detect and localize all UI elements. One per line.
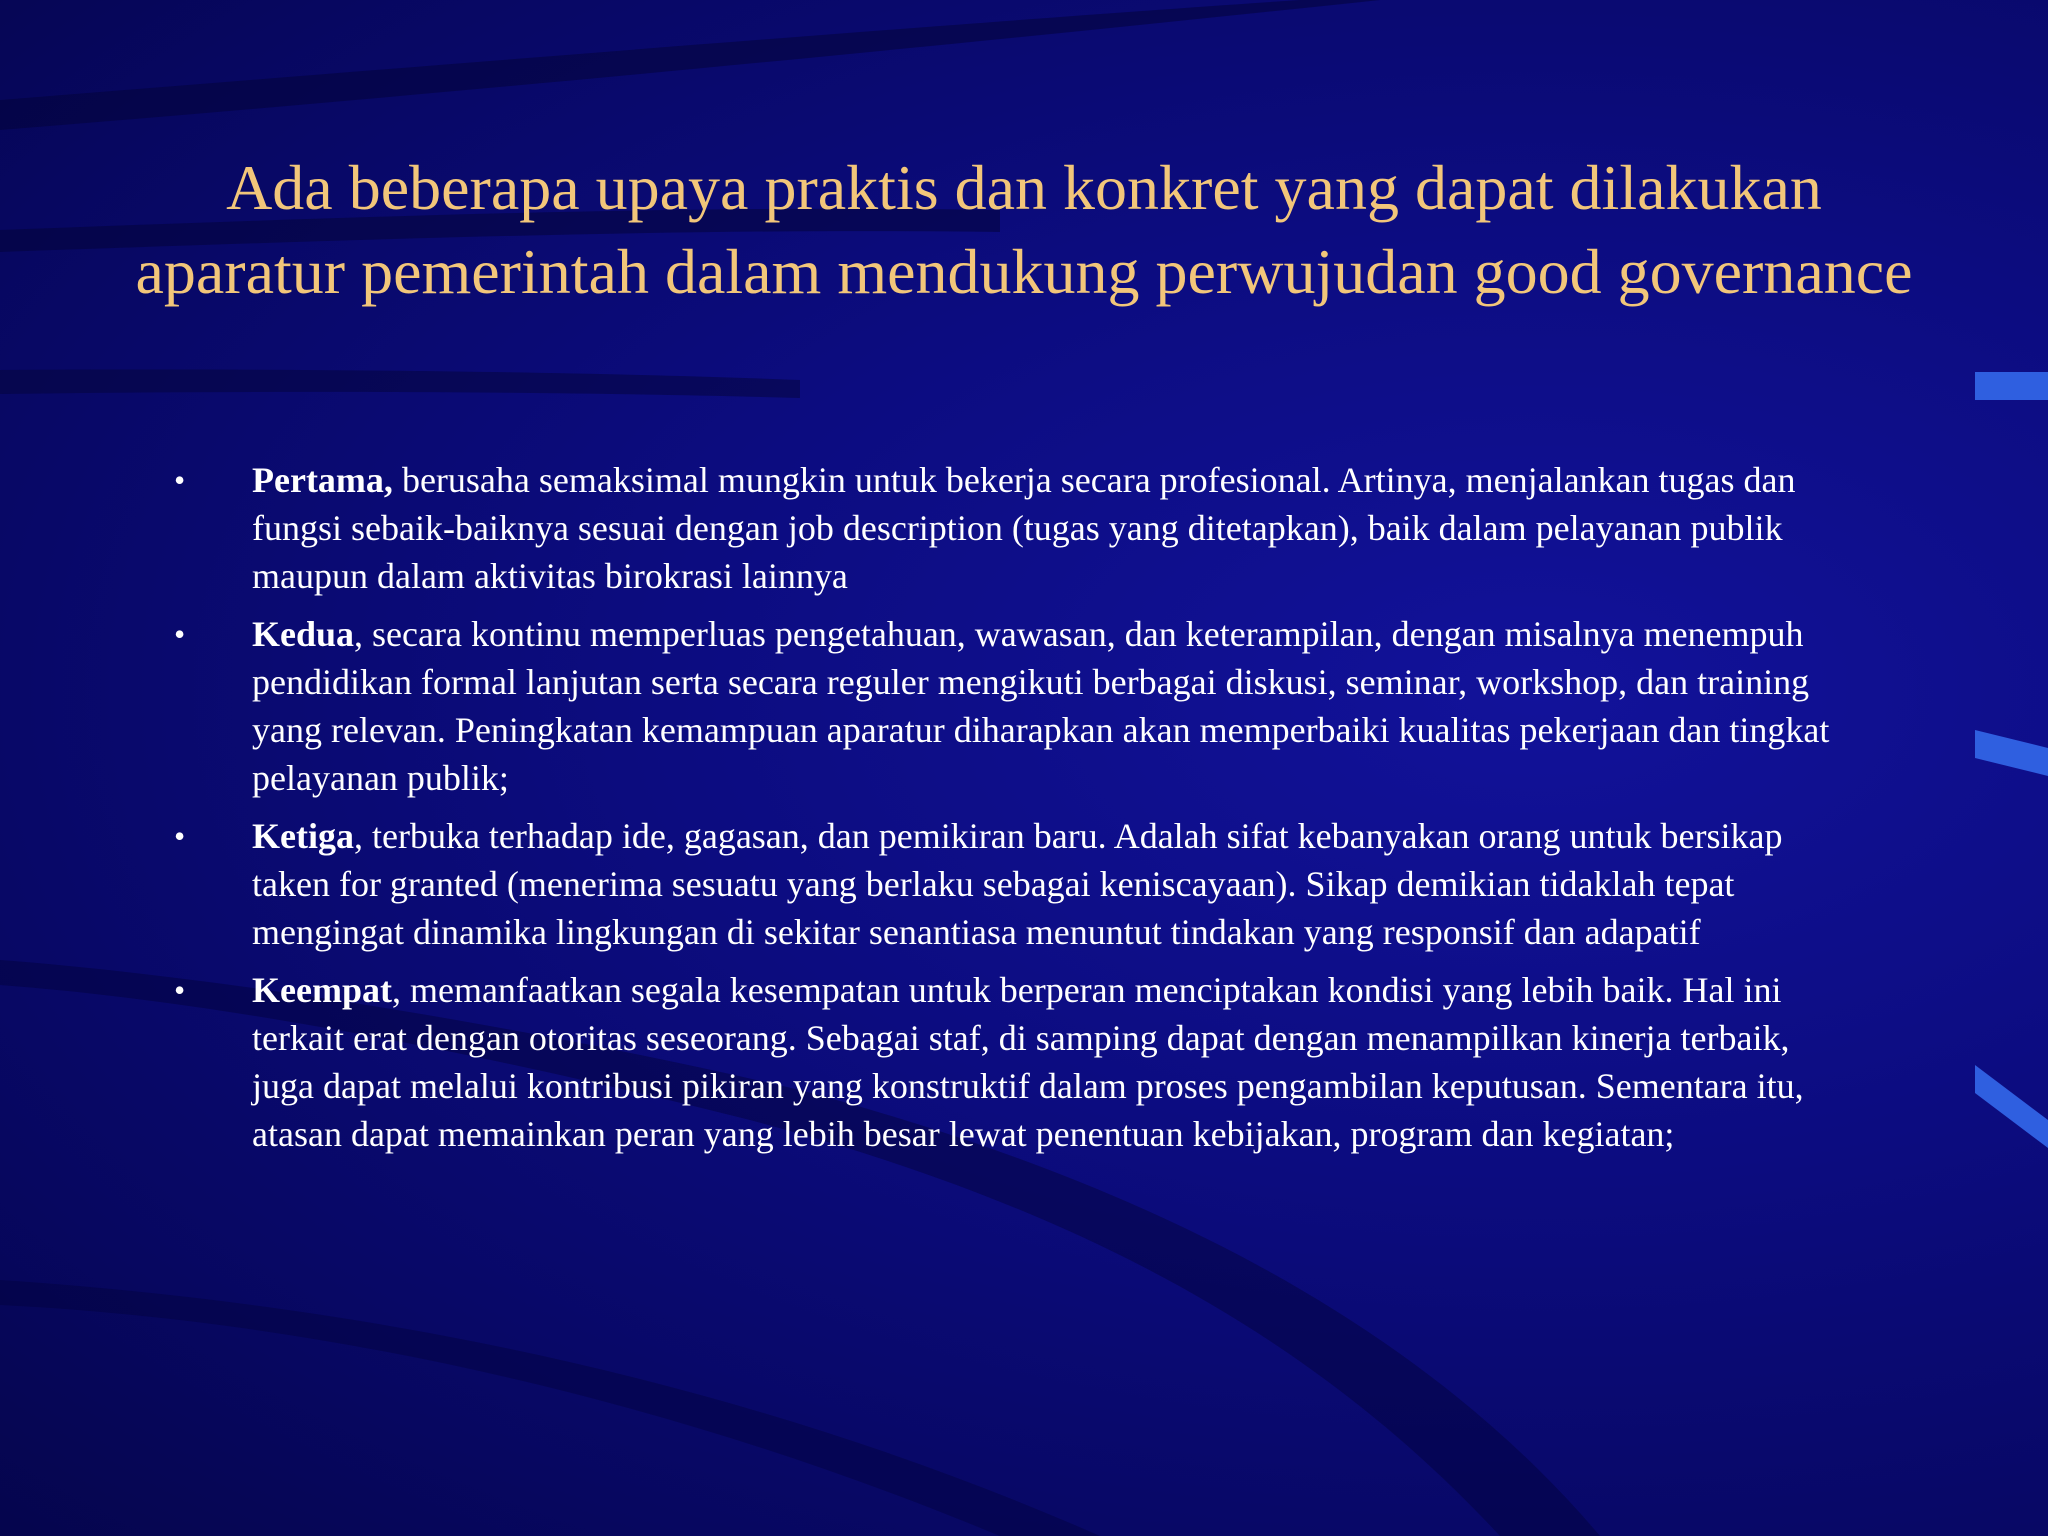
bullet-dot: • [174, 616, 186, 652]
slide-title: Ada beberapa upaya praktis dan konkret yang dapat dilakukan aparatur pemerintah dalam mendukung perwujudan good governance [135, 152, 1913, 307]
accent-stripe [1975, 372, 2048, 400]
swoosh-band [0, 1280, 1100, 1536]
bullet-lead: Keempat [252, 970, 392, 1010]
accent-stripe [1975, 730, 2048, 776]
bullet-text: , secara kontinu memperluas pengetahuan, wawasan, dan keterampilan, dengan misalnya menempuh pendidikan formal lanjutan serta secara reguler mengikuti berbagai diskusi, seminar, workshop, dan training yang relevan. Peningkatan kemampuan aparatur diharapkan akan memperbaiki kualitas pekerjaan dan tingkat pelayanan publik; [252, 614, 1830, 798]
bullet-item-kedua [170, 610, 1850, 802]
bullet-dot: • [174, 818, 186, 854]
bullet-lead: Pertama, [252, 460, 393, 500]
bullet-item-keempat [170, 966, 1850, 1158]
bullet-dot: • [174, 462, 186, 498]
bullet-text: , memanfaatkan segala kesempatan untuk berperan menciptakan kondisi yang lebih baik. Hal ini terkait erat dengan otoritas seseorang. Sebagai staf, di samping dapat dengan menampilkan kinerja terbaik, juga dapat melalui kontribusi pikiran yang konstruktif dalam proses pengambilan keputusan. Sementara itu, atasan dapat memainkan peran yang lebih besar lewat penentuan kebijakan, program dan kegiatan; [252, 970, 1804, 1154]
accent-stripe [1975, 1065, 2048, 1148]
bullet-item-pertama [170, 456, 1850, 600]
bullet-text: berusaha semaksimal mungkin untuk bekerja secara profesional. Artinya, menjalankan tugas dan fungsi sebaik-baiknya sesuai dengan job description (tugas yang ditetapkan), baik dalam pelayanan publik maupun dalam aktivitas birokrasi lainnya [252, 460, 1796, 596]
swoosh-band [0, 0, 1380, 130]
bullet-text: , terbuka terhadap ide, gagasan, dan pemikiran baru. Adalah sifat kebanyakan orang untuk bersikap taken for granted (menerima sesuatu yang berlaku sebagai keniscayaan). Sikap demikian tidaklah tepat mengingat dinamika lingkungan di sekitar senantiasa menuntut tindakan yang responsif dan adapatif [252, 816, 1783, 952]
bullet-dot: • [174, 972, 186, 1008]
bullet-lead: Kedua [252, 614, 355, 654]
bullet-lead: Ketiga [252, 816, 354, 856]
bullet-list [170, 456, 1850, 1168]
bullet-item-ketiga [170, 812, 1850, 956]
swoosh-band [0, 369, 800, 398]
